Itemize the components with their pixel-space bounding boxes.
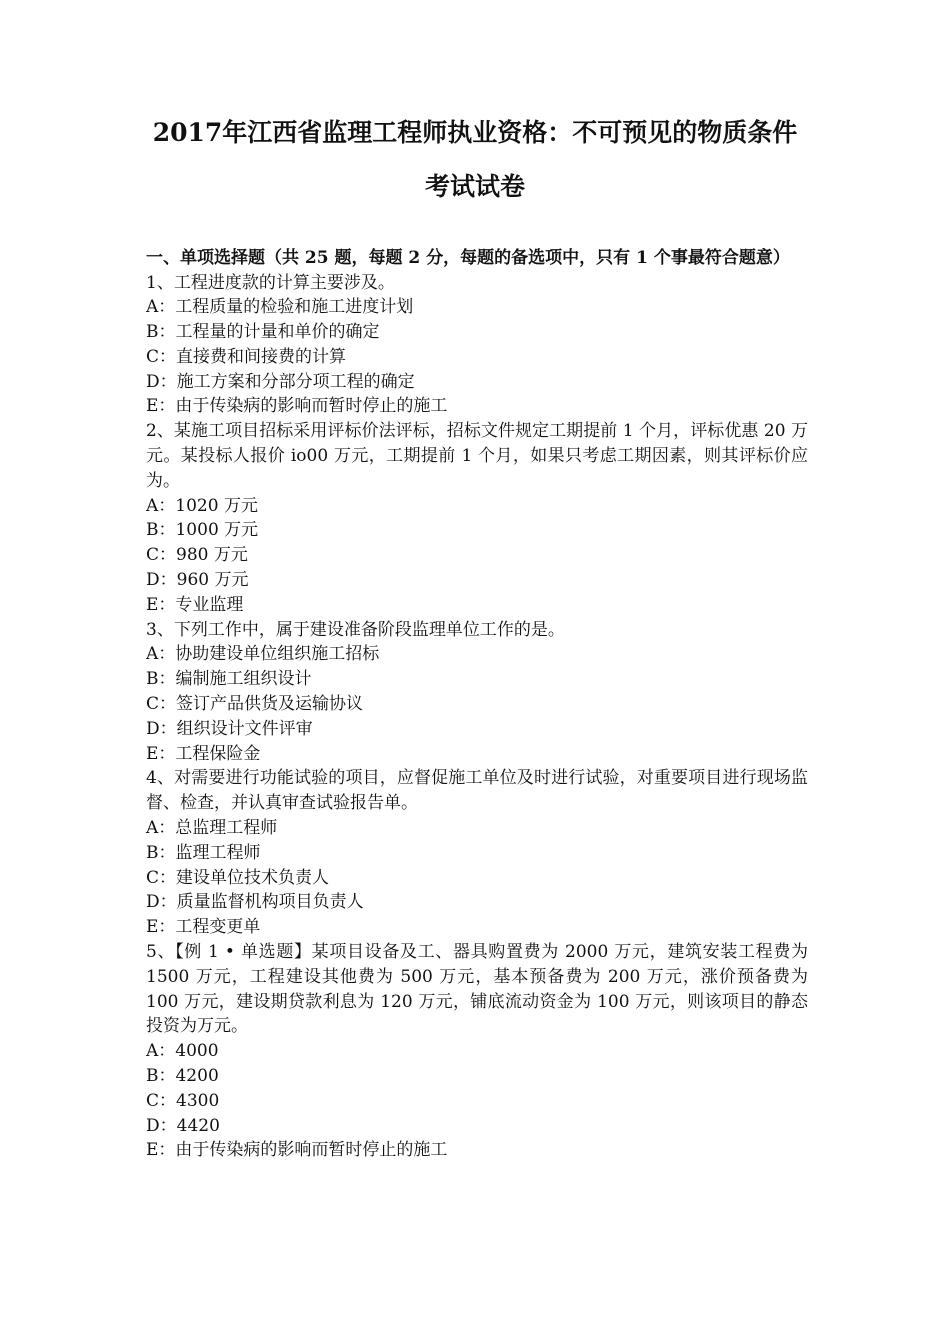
- option-c: C：签订产品供货及运输协议: [146, 694, 364, 715]
- question-5: [146, 940, 808, 1163]
- option-e: E：工程保险金: [146, 743, 261, 764]
- question-3: [146, 618, 808, 767]
- document-body: [146, 246, 808, 1163]
- option-b: B：1000 万元: [146, 520, 259, 541]
- section-heading: 一、单项选择题（共 25 题，每题 2 分，每题的备选项中，只有 1 个事最符合题意）: [146, 248, 790, 268]
- option-d: D：质量监督机构项目负责人: [146, 892, 364, 913]
- option-a: A：4000: [146, 1041, 219, 1062]
- option-c: C：980 万元: [146, 545, 248, 566]
- option-b: B：监理工程师: [146, 842, 261, 863]
- option-d: D：4420: [146, 1115, 220, 1136]
- option-c: C：建设单位技术负责人: [146, 867, 330, 888]
- document-title-line-1: 2017年江西省监理工程师执业资格：不可预见的物质条件: [152, 118, 798, 147]
- option-d: D：施工方案和分部分项工程的确定: [146, 371, 415, 392]
- option-e: E：专业监理: [146, 594, 244, 615]
- option-c: C：直接费和间接费的计算: [146, 346, 347, 367]
- question-2: [146, 419, 808, 617]
- option-c: C：4300: [146, 1090, 220, 1111]
- option-b: B：工程量的计量和单价的确定: [146, 322, 380, 343]
- option-a: A：总监理工程师: [146, 818, 278, 839]
- option-e: E：由于传染病的影响而暂时停止的施工: [146, 1140, 448, 1161]
- option-d: D：组织设计文件评审: [146, 718, 313, 739]
- option-a: A：1020 万元: [146, 495, 258, 516]
- question-1: [146, 271, 808, 420]
- question-4: [146, 766, 808, 940]
- question-stem: 1、工程进度款的计算主要涉及。: [146, 272, 395, 293]
- option-b: B：4200: [146, 1066, 219, 1086]
- question-stem: 5、【例 1 • 单选题】某项目设备及工、器具购置费为 2000 万元，建筑安装工程费为 1500 万元，工程建设其他费为 500 万元，基本预备费为 200 万元，涨价预备费为 100 万元，建设期贷款利息为 120 万元，铺底流动资金为 100 万元，则该项目的静态投资为万元。: [146, 942, 808, 1037]
- option-a: A：工程质量的检验和施工进度计划: [146, 297, 414, 318]
- option-d: D：960 万元: [146, 570, 249, 591]
- question-stem: 4、对需要进行功能试验的项目，应督促施工单位及时进行试验，对重要项目进行现场监督、检查，并认真审查试验报告单。: [146, 768, 808, 814]
- option-b: B：编制施工组织设计: [146, 669, 312, 690]
- question-stem: 3、下列工作中，属于建设准备阶段监理单位工作的是。: [146, 619, 565, 640]
- document-title-line-2: 考试试卷: [424, 172, 525, 201]
- option-e: E：工程变更单: [146, 917, 261, 938]
- question-stem: 2、某施工项目招标采用评标价法评标，招标文件规定工期提前 1 个月，评标优惠 20 万元。某投标人报价 io00 万元，工期提前 1 个月，如果只考虑工期因素，则其评标价应为。: [146, 421, 808, 491]
- option-a: A：协助建设单位组织施工招标: [146, 644, 380, 665]
- option-e: E：由于传染病的影响而暂时停止的施工: [146, 396, 448, 417]
